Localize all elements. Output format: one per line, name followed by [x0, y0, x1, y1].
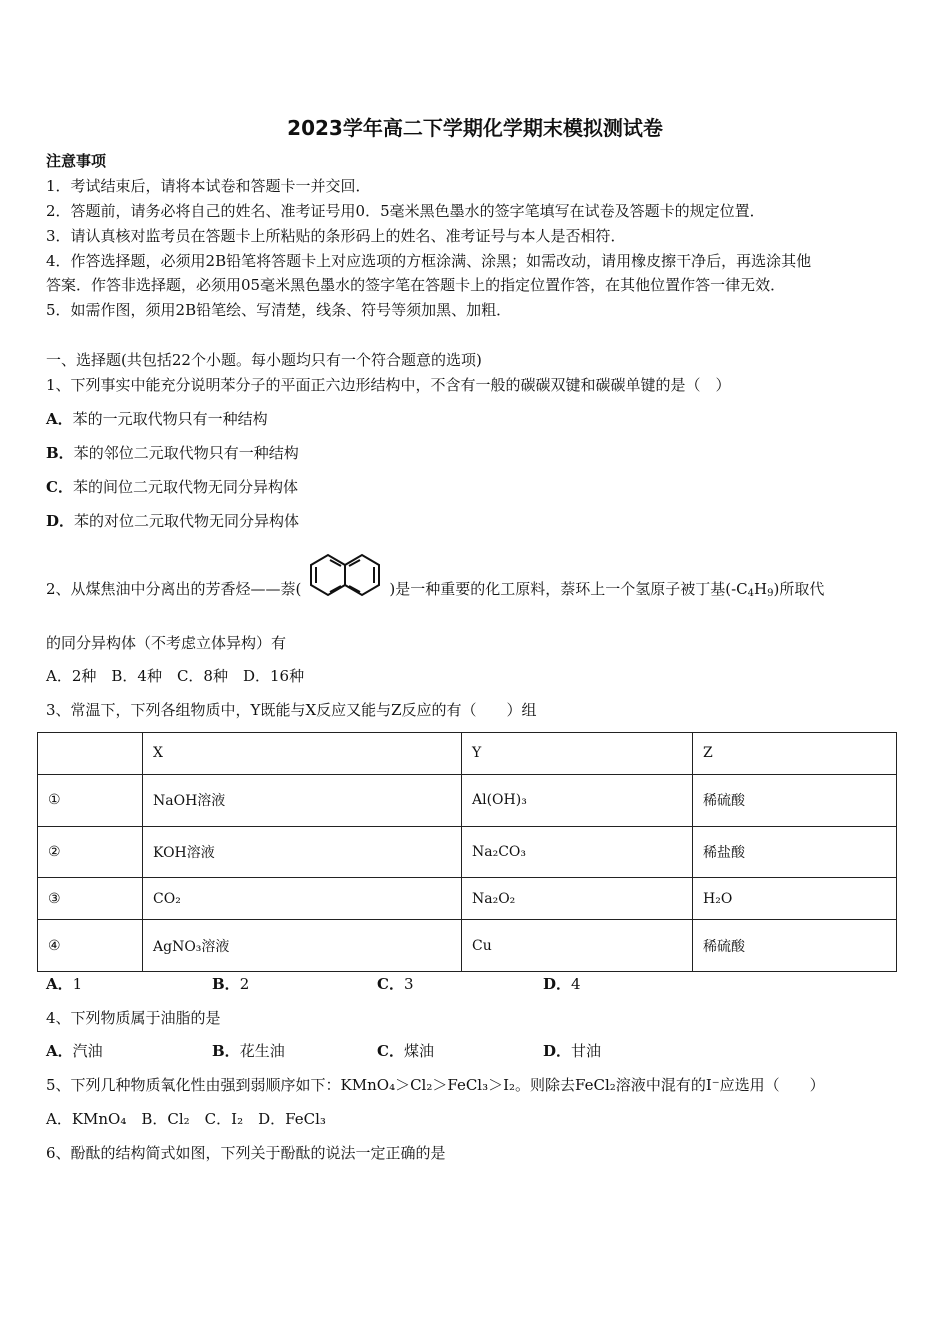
notice-item: 4．作答选择题，必须用2B铅笔将答题卡上对应选项的方框涂满、涂黑；如需改动，请用橡皮擦干净后，再选涂其他	[46, 252, 812, 270]
table-cell	[38, 733, 143, 775]
q3-option-c: C．3	[377, 975, 414, 993]
table-cell: Z	[693, 733, 897, 775]
q3-option-d: D．4	[543, 975, 581, 993]
table-cell: KOH溶液	[143, 826, 462, 878]
q1-option-a: A．苯的一元取代物只有一种结构	[46, 410, 268, 428]
table-row	[38, 826, 897, 878]
notice-item: 1．考试结束后，请将本试卷和答题卡一并交回．	[46, 177, 371, 195]
notice-item: 5．如需作图，须用2B铅笔绘、写清楚，线条、符号等须加黑、加粗．	[46, 301, 512, 319]
q3-option-a: A．1	[46, 975, 83, 993]
table-cell: Y	[462, 733, 693, 775]
table-header-row	[38, 733, 897, 775]
table-cell: 稀盐酸	[693, 826, 897, 878]
table-row	[38, 878, 897, 920]
q2-options: A．2种 B．4种 C．8种 D．16种	[46, 667, 305, 685]
q2-stem: 2、从煤焦油中分离出的芳香烃——萘( )是一种重要的化工原料，萘环上一个氢原子被丁基$(-C_4H_9)$所取代	[46, 548, 824, 632]
q5-options: A．KMnO₄ B．Cl₂ C．I₂ D．FeCl₃	[46, 1110, 326, 1128]
q1-stem: 1、下列事实中能充分说明苯分子的平面正六边形结构中，不含有一般的碳碳双键和碳碳单键的是（ ）	[46, 376, 731, 394]
notice-item: 2．答题前，请务必将自己的姓名、准考证号用0．5毫米黑色墨水的签字笔填写在试卷及答题卡的规定位置．	[46, 202, 765, 220]
table-cell: AgNO₃溶液	[143, 920, 462, 972]
notice-item: 3．请认真核对监考员在答题卡上所粘贴的条形码上的姓名、准考证号与本人是否相符．	[46, 227, 626, 245]
table-cell: 稀硫酸	[693, 774, 897, 826]
q4-option-b: B．花生油	[212, 1042, 285, 1060]
table-cell: Na₂O₂	[462, 878, 693, 920]
table-cell: 稀硫酸	[693, 920, 897, 972]
table-row	[38, 920, 897, 972]
table-cell: NaOH溶液	[143, 774, 462, 826]
q3-option-b: B．2	[212, 975, 250, 993]
q1-option-d: D．苯的对位二元取代物无同分异构体	[46, 512, 300, 530]
section-heading: 一、选择题(共包括22个小题。每小题均只有一个符合题意的选项)	[46, 351, 482, 369]
q3-stem: 3、常温下，下列各组物质中，Y既能与X反应又能与Z反应的有（ ）组	[46, 701, 537, 719]
q1-option-b: B．苯的邻位二元取代物只有一种结构	[46, 444, 299, 462]
exam-title: 2023学年高二下学期化学期末模拟测试卷	[287, 116, 663, 140]
q5-stem: 5、下列几种物质氧化性由强到弱顺序如下：KMnO₄＞Cl₂＞FeCl₃＞I₂。则除去FeCl₂溶液中混有的I⁻应选用（ ）	[46, 1076, 825, 1094]
q4-option-a: A．汽油	[46, 1042, 103, 1060]
table-cell: Cu	[462, 920, 693, 972]
notice-heading: 注意事项	[46, 152, 107, 170]
q6-stem: 6、酚酞的结构简式如图，下列关于酚酞的说法一定正确的是	[46, 1144, 446, 1162]
table-cell: ③	[38, 878, 143, 920]
table-cell: Al(OH)₃	[462, 774, 693, 826]
q2-stem-line2: 的同分异构体（不考虑立体异构）有	[46, 634, 287, 652]
table-cell: H₂O	[693, 878, 897, 920]
q1-option-c: C．苯的间位二元取代物无同分异构体	[46, 478, 298, 496]
table-cell: ②	[38, 826, 143, 878]
notice-item: 答案．作答非选择题，必须用05毫米黑色墨水的签字笔在答题卡上的指定位置作答，在其他位置作答一律无效．	[46, 276, 786, 294]
naphthalene-icon	[302, 548, 388, 632]
table-cell: ①	[38, 774, 143, 826]
table-cell: Na₂CO₃	[462, 826, 693, 878]
q4-stem: 4、下列物质属于油脂的是	[46, 1009, 221, 1027]
table-cell: CO₂	[143, 878, 462, 920]
table-cell: X	[143, 733, 462, 775]
table-cell: ④	[38, 920, 143, 972]
q3-table	[37, 732, 897, 972]
table-row	[38, 774, 897, 826]
q4-option-c: C．煤油	[377, 1042, 434, 1060]
q4-option-d: D．甘油	[543, 1042, 602, 1060]
